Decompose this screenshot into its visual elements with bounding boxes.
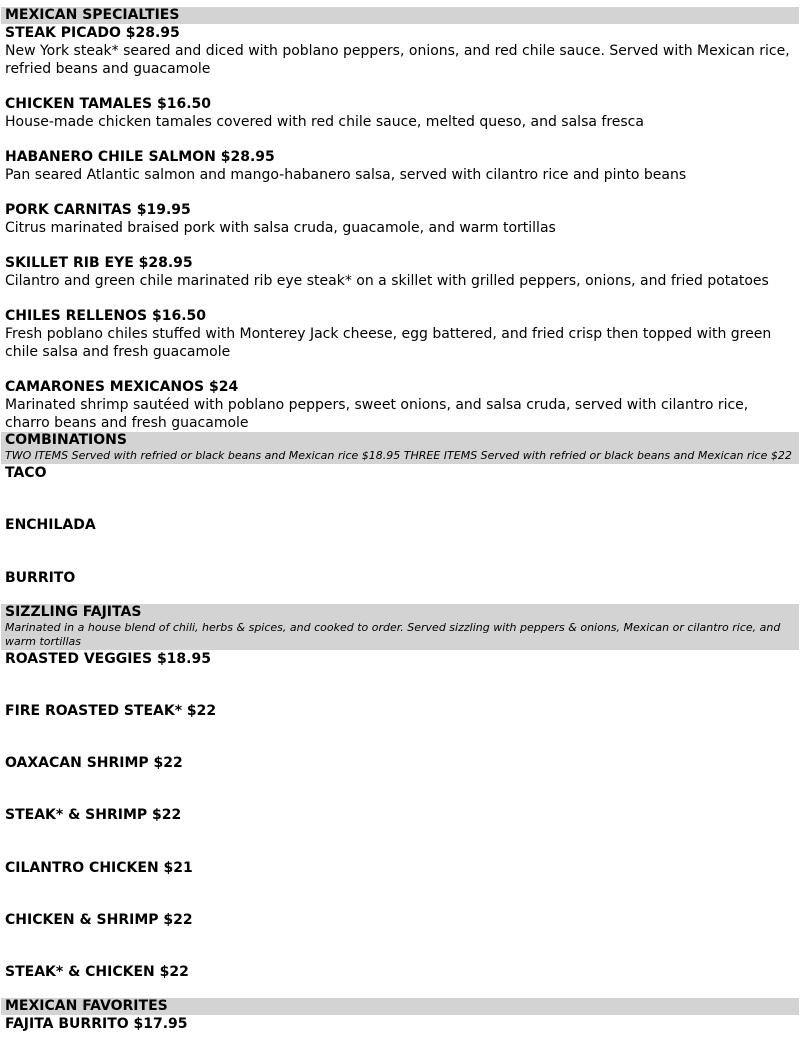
menu-item	[0, 95, 800, 131]
menu-item-title: CHICKEN TAMALES $16.50	[5, 96, 212, 112]
menu-item-title: BURRITO	[5, 569, 76, 586]
menu-item-title: CHICKEN & SHRIMP $22	[5, 912, 193, 929]
menu-item-title: OAXACAN SHRIMP $22	[5, 755, 183, 772]
menu-item-title: CILANTRO CHICKEN $21	[5, 859, 193, 876]
menu-item-description: Fresh poblano chiles stuffed with Monterey Jack cheese, egg battered, and fried crisp then topped with green chile salsa and fresh guacamole	[5, 326, 772, 360]
menu-item-title: CAMARONES MEXICANOS $24	[5, 379, 239, 395]
menu-item	[0, 650, 800, 702]
menu-item-title: PORK CARNITAS $19.95	[5, 202, 191, 218]
menu-item-title: SKILLET RIB EYE $28.95	[5, 255, 193, 271]
menu-item-title: ROASTED VEGGIES $18.95	[5, 650, 211, 667]
menu-item	[0, 254, 800, 290]
section-header-specialties	[1, 7, 799, 24]
menu-item-description: New York steak* seared and diced with poblano peppers, onions, and red chile sauce. Served with Mexican rice, refried beans and guacamole	[5, 43, 790, 77]
menu-item-description: Cilantro and green chile marinated rib eye steak* on a skillet with grilled peppers, onions, and fried potatoes	[5, 273, 769, 289]
menu-item-description: Marinated shrimp sautéed with poblano peppers, sweet onions, and salsa cruda, served with cilantro rice, charro beans and fresh guacamole	[5, 397, 749, 431]
menu-item-description: Pan seared Atlantic salmon and mango-habanero salsa, served with cilantro rice and pinto beans	[5, 167, 687, 183]
section-title: SIZZLING FAJITAS	[5, 603, 142, 620]
section-title: COMBINATIONS	[5, 432, 127, 448]
menu-item	[0, 569, 800, 604]
menu-item-title: STEAK* & SHRIMP $22	[5, 807, 182, 824]
menu-item	[0, 201, 800, 237]
menu-item-description: Citrus marinated braised pork with salsa cruda, guacamole, and warm tortillas	[5, 220, 556, 236]
menu-item	[0, 702, 800, 754]
menu-item	[0, 24, 800, 78]
menu-item	[0, 1015, 800, 1033]
menu-item	[0, 378, 800, 432]
section-note: TWO ITEMS Served with refried or black beans and Mexican rice $18.95 THREE ITEMS Served with refried or black beans and Mexican rice $22	[5, 449, 792, 462]
menu-item	[0, 307, 800, 361]
menu-item-title: STEAK PICADO $28.95	[5, 25, 180, 41]
menu-item	[0, 148, 800, 184]
section-header-combinations	[1, 432, 799, 464]
menu-item	[0, 806, 800, 858]
menu-item-description: House-made chicken tamales covered with red chile sauce, melted queso, and salsa fresca	[5, 114, 644, 130]
menu-item-title: FAJITA BURRITO $17.95	[5, 1016, 188, 1033]
section-header-fajitas	[1, 604, 799, 650]
section-header-favorites	[1, 998, 799, 1015]
menu-item	[0, 859, 800, 911]
menu-item-title: CHILES RELLENOS $16.50	[5, 308, 206, 324]
menu-item-title: HABANERO CHILE SALMON $28.95	[5, 149, 275, 165]
menu-item-title: FIRE ROASTED STEAK* $22	[5, 702, 217, 719]
menu-item-title: ENCHILADA	[5, 517, 96, 534]
section-title: MEXICAN SPECIALTIES	[5, 7, 180, 23]
section-note: Marinated in a house blend of chili, herbs & spices, and cooked to order. Served sizzling with peppers & onions, Mexican or cilantro rice, and warm tortillas	[5, 620, 781, 648]
menu-item	[0, 911, 800, 963]
menu-item	[0, 754, 800, 806]
menu-item-title: STEAK* & CHICKEN $22	[5, 964, 189, 981]
menu-item	[0, 464, 800, 516]
menu-item	[0, 516, 800, 568]
section-title: MEXICAN FAVORITES	[5, 998, 168, 1015]
menu-item-title: TACO	[5, 465, 47, 481]
menu-item	[0, 963, 800, 998]
menu-page	[0, 7, 800, 1033]
